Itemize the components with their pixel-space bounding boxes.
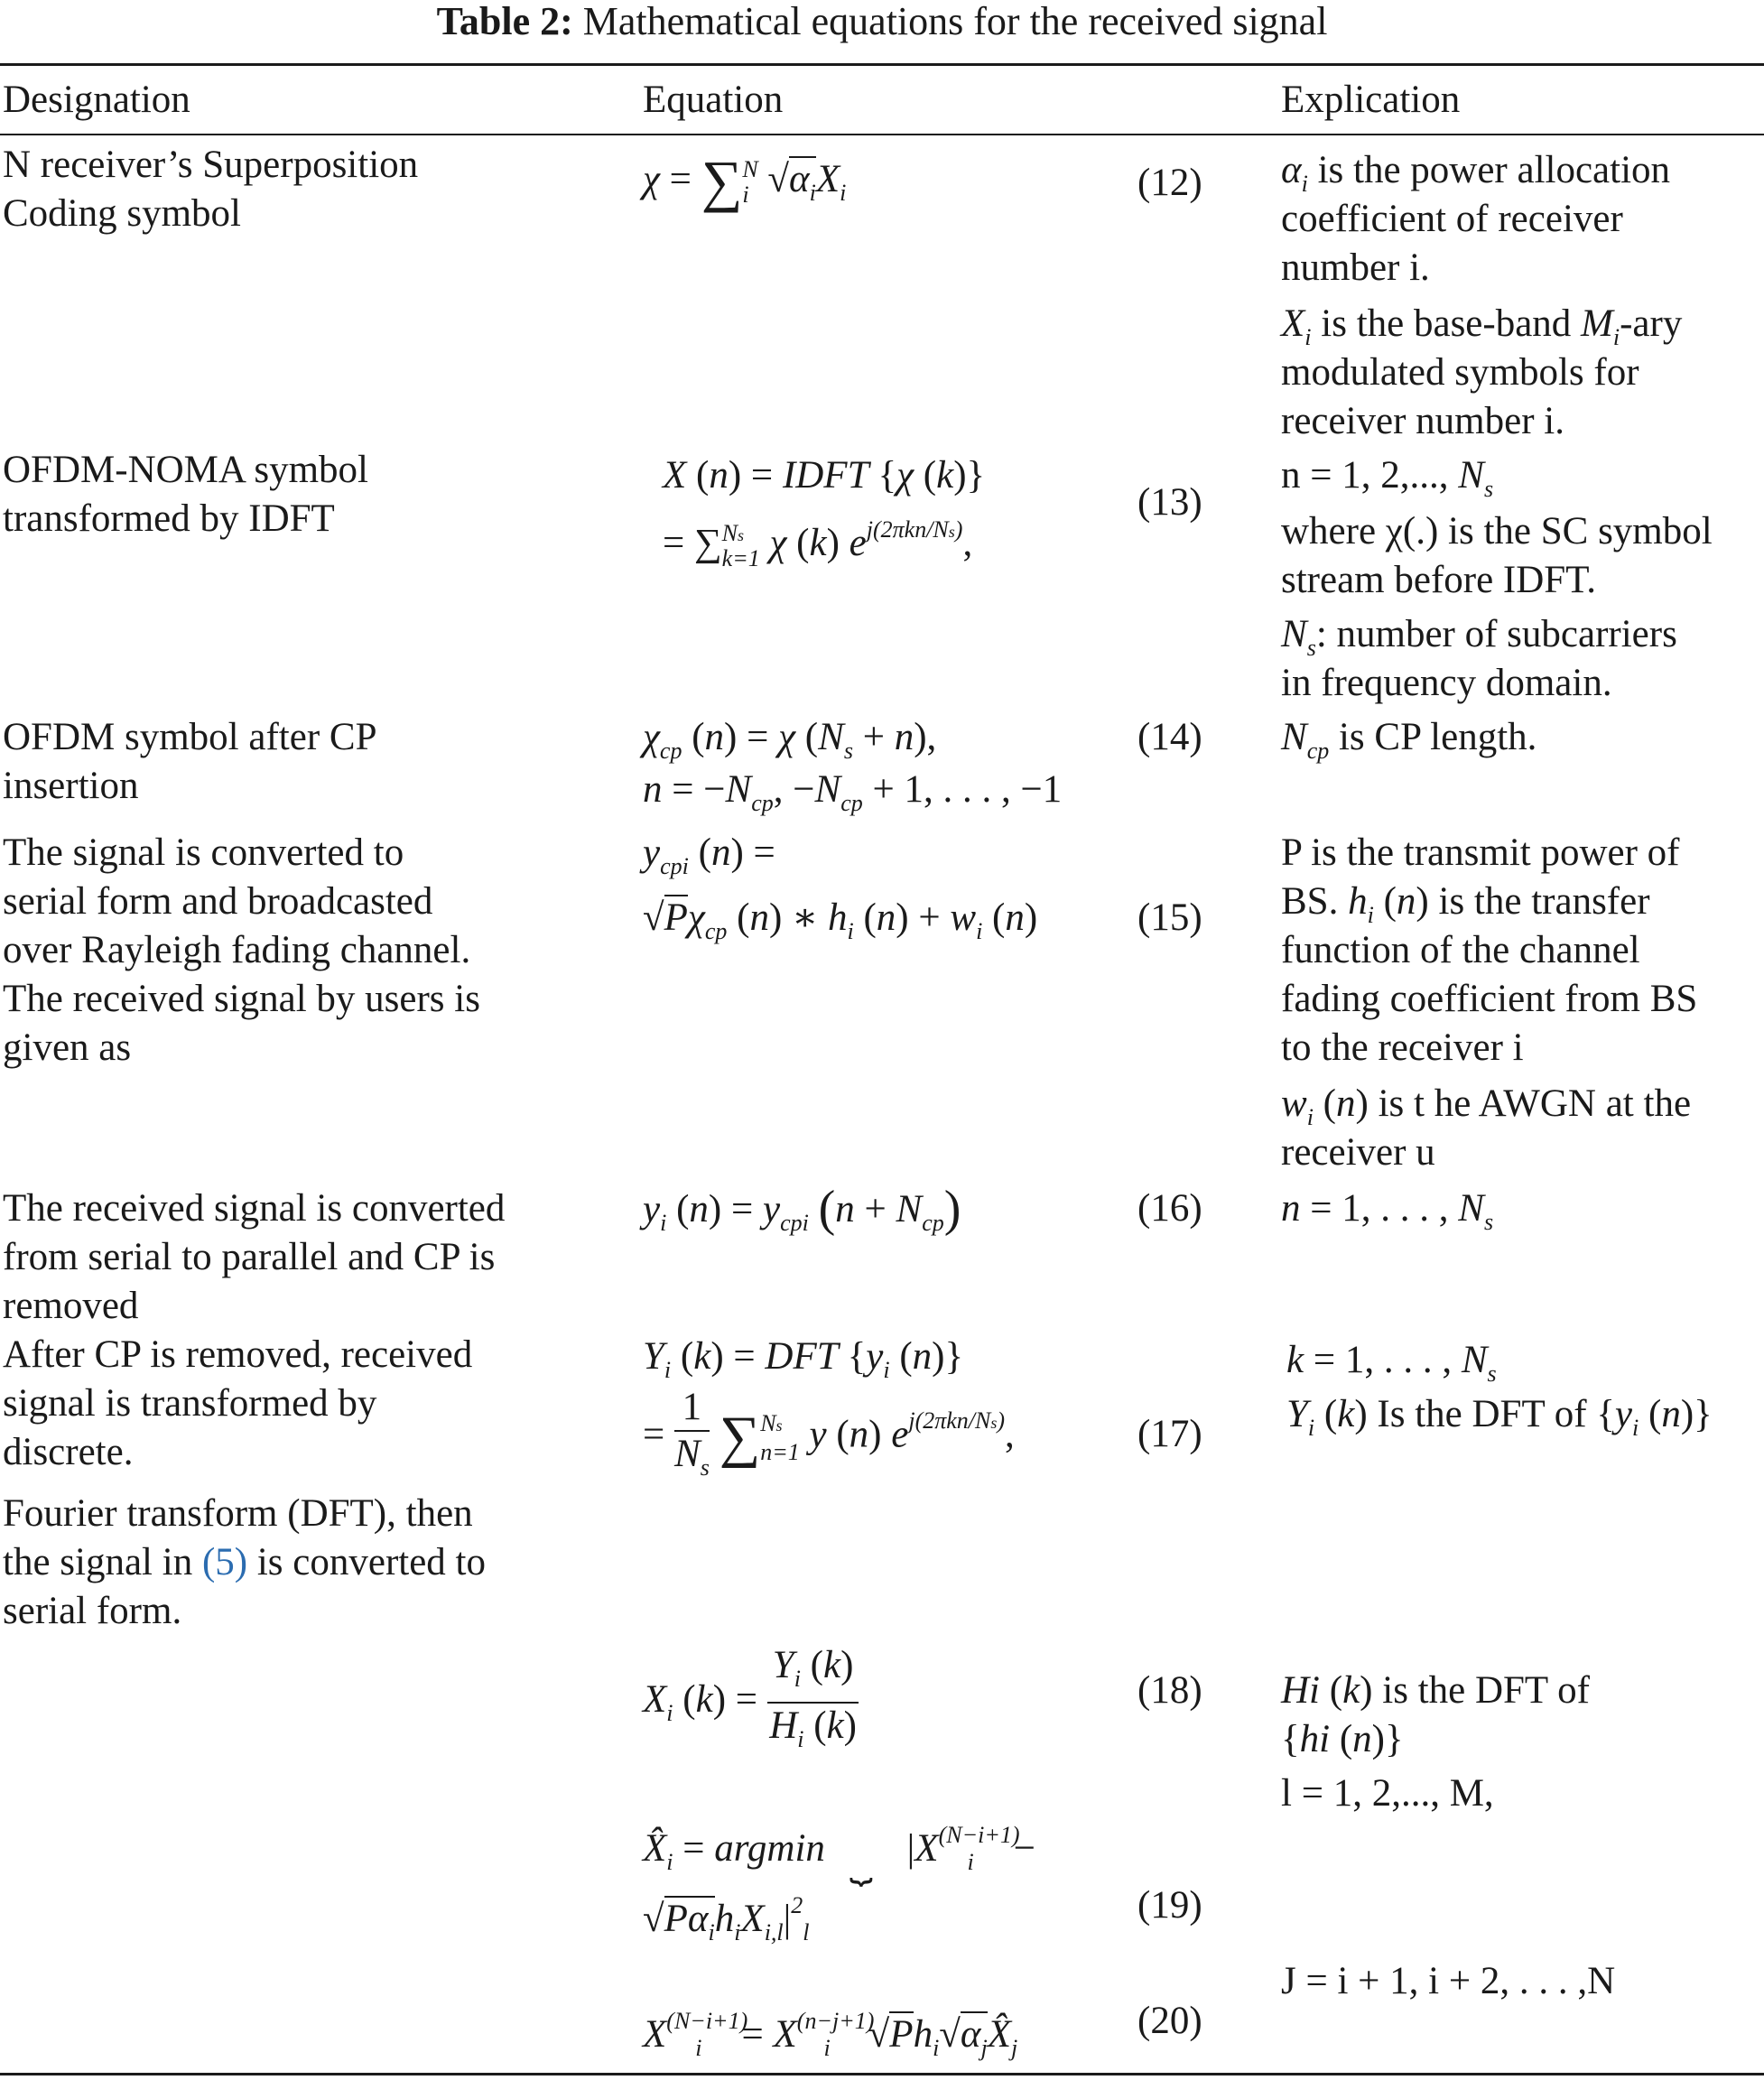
row13-explication-text4: : number of subcarriers [1315, 613, 1677, 655]
row20-explication-line1: J = i + 1, i + 2, . . . ,N [1281, 1960, 1616, 2002]
row17-explication-line2: $Y_i$ (k) Is the DFT of {$y_i$ (n)} [1286, 1393, 1713, 1441]
row14-eq-number: (14) [1137, 716, 1202, 758]
row15-explication-line3: function of the channel [1281, 929, 1640, 971]
row16-explication: n = 1, . . . , $N_s$ [1281, 1187, 1494, 1235]
row13-explication-text1: n = 1, 2,..., [1281, 454, 1459, 497]
row13-equation-line1: X (n) = IDFT {χ (k)} [663, 454, 986, 497]
row15-equation-line1: $y_{cpi}$ (n) = [643, 831, 775, 879]
row15-explication-text2b: is the transfer [1438, 880, 1650, 923]
row18-explication-line1: Hi (k) is the DFT of [1281, 1669, 1590, 1712]
row17-designation-line6: serial form. [3, 1590, 182, 1632]
row18-eq-number: (18) [1137, 1669, 1202, 1712]
caption-text: Mathematical equations for the received signal [582, 0, 1328, 43]
row20-eq-number: (20) [1137, 2000, 1202, 2042]
row15-designation-line1: The signal is converted to [3, 831, 404, 874]
row15-designation-line3: over Rayleigh fading channel. [3, 929, 471, 971]
row16-designation-line2: from serial to parallel and CP is [3, 1236, 496, 1278]
row12-explication-line5: modulated symbols for [1281, 351, 1639, 394]
row17-designation-line2: signal is transformed by [3, 1382, 377, 1425]
row17-equation-line2: = $\frac{1}{N_s}$ ∑ Ns n=1 y (n) $e^{j(2\pi kn/Ns)}$, [643, 1386, 1015, 1481]
row17-designation-line4: Fourier transform (DFT), then [3, 1492, 473, 1535]
row19-equation-line1: $X̂_i = argmin$ ⏟ $|X^{(N-i+1)}_i$ − [643, 1822, 1036, 1884]
row16-equation: $y_i$ $(n) = y_{cpi}$ $(n + N_{cp})$ [643, 1181, 961, 1237]
row17-designation-line1: After CP is removed, received [3, 1333, 473, 1376]
row13-explication-line4: $N_s$: number of subcarriers [1281, 613, 1677, 661]
row15-equation-line2: $√P\chi_{cp}$ (n) ∗ $h_i$ $(n) + w_i$ (n) [643, 896, 1038, 944]
row15-designation-line5: given as [3, 1026, 132, 1069]
header-designation: Designation [3, 79, 190, 121]
row12-designation-line2: Coding symbol [3, 192, 242, 235]
row18-explication-line3: l = 1, 2,..., M, [1281, 1772, 1494, 1815]
row13-explication-line1: n = 1, 2,..., $N_s$ [1281, 454, 1494, 502]
row13-equation-line2: = ∑ Ns k=1 χ (k) $e^{j(2\pi kn/Ns)}$, [663, 516, 973, 572]
row20-equation: $X^{(N-i+1)}_i = X^{(n-j+1)}_i$ $√Ph_i√\alpha_jX̂_j$ [643, 2008, 1018, 2061]
row15-designation-line2: serial form and broadcasted [3, 880, 433, 923]
header-rule [0, 134, 1764, 135]
row12-explication-text4: is the base-band [1321, 302, 1572, 345]
row18-equation: $X_i$ (k) = $\frac{Y_i (k)}{H_i (k)}$ [643, 1643, 859, 1762]
row12-explication-line1: $\alpha_i$ is the power allocation [1281, 149, 1671, 197]
row15-explication-line6: $w_i$ (n) is t he AWGN at the [1281, 1082, 1692, 1130]
row17-equation-line1: $Y_i$ (k) = DFT {$y_i$ (n)} [643, 1335, 964, 1383]
row16-designation-line1: The received signal is converted [3, 1187, 506, 1230]
row13-explication-line2: where χ(.) is the SC symbol [1281, 510, 1713, 552]
row13-explication-line5: in frequency domain. [1281, 662, 1612, 704]
row12-explication-line4: $X_i$ is the base-band $M_i$-ary [1281, 302, 1683, 350]
equation-ref-link[interactable]: (5) [201, 1541, 248, 1583]
row14-equation-line1: $\chi_{cp}$ (n) = χ $(N_s + n)$, [643, 716, 937, 764]
row17-designation-line5 [3, 1538, 486, 1587]
row12-explication-text1: is the power allocation [1317, 149, 1671, 191]
caption-label: Table 2: [436, 0, 573, 43]
row19-eq-number: (19) [1137, 1884, 1202, 1927]
row12-explication-line3: number i. [1281, 246, 1430, 289]
row14-explication-text1: is CP length. [1329, 716, 1537, 758]
row15-explication-text2: BS. [1281, 880, 1339, 923]
header-equation: Equation [643, 79, 784, 121]
row12-explication-text4b: -ary [1620, 302, 1683, 345]
row17-explication-text2: Is the DFT of [1377, 1393, 1587, 1435]
table-caption [0, 0, 1764, 43]
row12-equation: χ = ∑ N i $√\alpha_iX_i$ [643, 149, 847, 213]
row18-explication-line2: {hi (n)} [1281, 1718, 1404, 1760]
bottom-rule [0, 2073, 1764, 2075]
row12-eq-number: (12) [1137, 162, 1202, 204]
row16-eq-number: (16) [1137, 1187, 1202, 1230]
row15-explication-line4: fading coefficient from BS [1281, 978, 1698, 1020]
row13-designation-line2: transformed by IDFT [3, 497, 335, 540]
row12-designation-line1: N receiver’s Superposition [3, 144, 419, 186]
row13-designation-line1: OFDM-NOMA symbol [3, 449, 368, 491]
row15-explication-line1: P is the transmit power of [1281, 831, 1680, 874]
row15-explication-line5: to the receiver i [1281, 1026, 1524, 1069]
row17-explication-line1: k = 1, . . . , $N_s$ [1286, 1339, 1497, 1387]
row15-explication-text6: is t he AWGN at the [1378, 1082, 1692, 1125]
row19-equation-line2: $√P\alpha_ih_iX_{i,l}|^2_l$ [643, 1892, 810, 1945]
row13-eq-number: (13) [1137, 481, 1202, 524]
row13-explication-line3: stream before IDFT. [1281, 559, 1597, 601]
row14-explication-line1: $N_{cp}$ is CP length. [1281, 716, 1537, 764]
row15-eq-number: (15) [1137, 896, 1202, 939]
row16-designation-line3: removed [3, 1285, 139, 1327]
row17-eq-number: (17) [1137, 1413, 1202, 1455]
row14-designation-line1: OFDM symbol after CP [3, 716, 377, 758]
row14-designation-line2: insertion [3, 765, 139, 807]
row14-equation-line2: $n = -N_{cp}$, $-N_{cp} + 1$, . . . , −1 [643, 768, 1063, 816]
row17-designation-line3: discrete. [3, 1431, 134, 1473]
row15-explication-line2: BS. $h_i$ (n) is the transfer [1281, 880, 1650, 928]
row15-designation-line4: The received signal by users is [3, 978, 480, 1020]
row15-explication-line7: receiver u [1281, 1131, 1435, 1174]
header-explication: Explication [1281, 79, 1461, 121]
row17-designation-text5b: is converted to [256, 1541, 486, 1583]
top-rule [0, 63, 1764, 66]
row12-explication-line2: coefficient of receiver [1281, 198, 1623, 240]
row18-explication-text1: is the DFT of [1372, 1669, 1590, 1712]
row17-designation-text5: the signal in [3, 1541, 193, 1583]
row12-explication-line6: receiver number i. [1281, 400, 1564, 442]
